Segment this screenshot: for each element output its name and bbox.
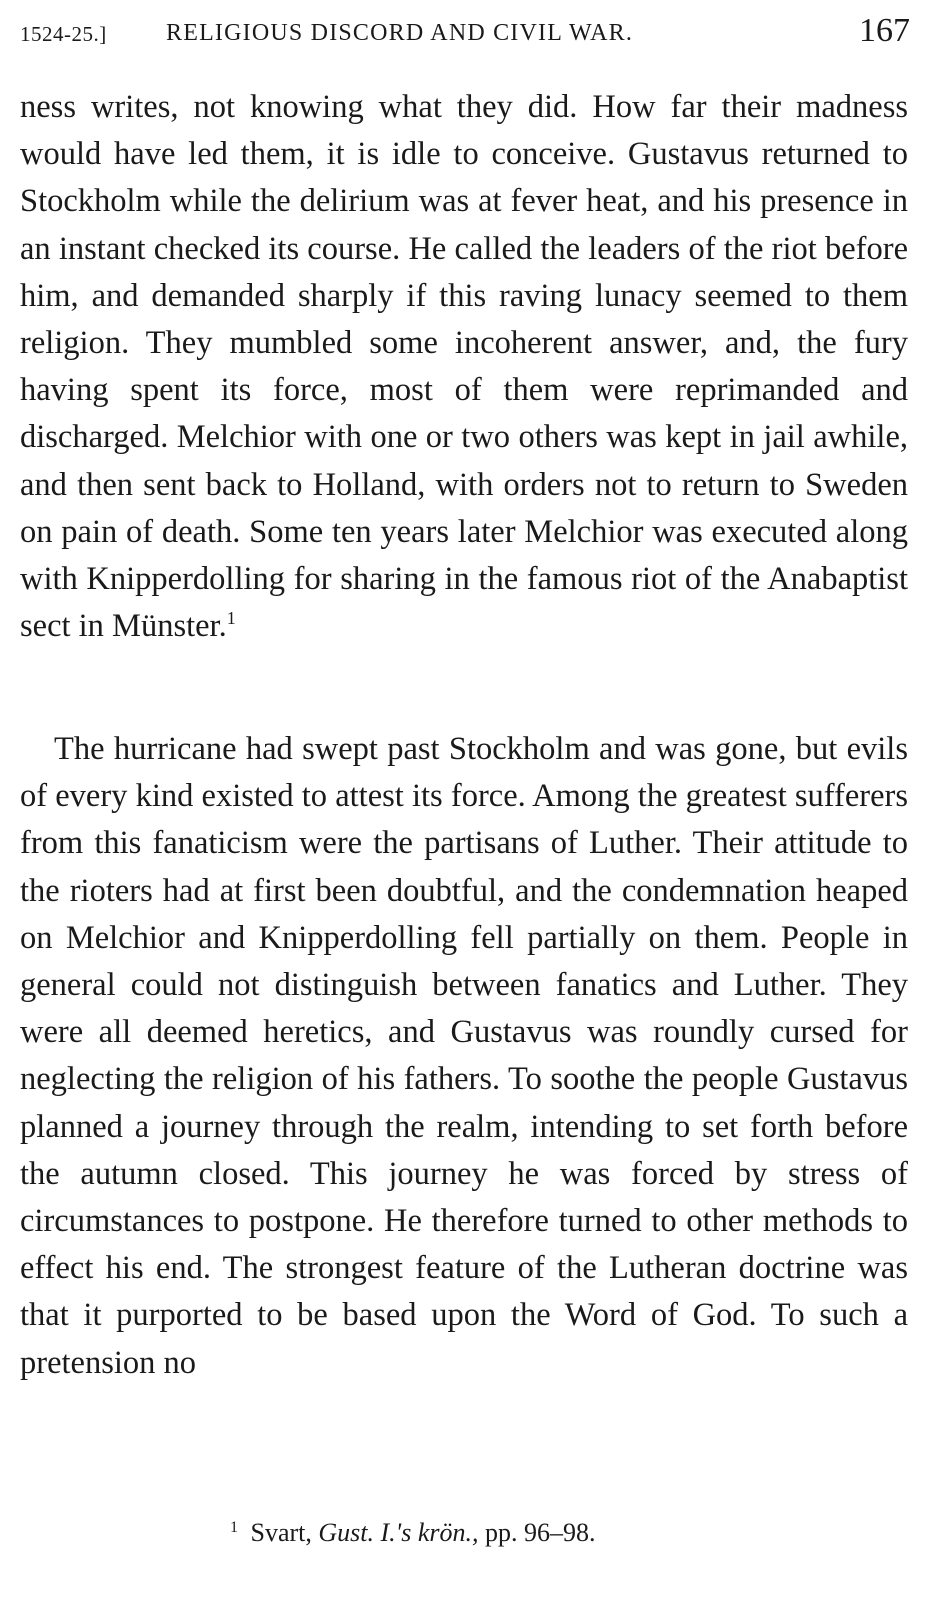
- header-title: RELIGIOUS DISCORD AND CIVIL WAR.: [166, 20, 634, 46]
- footnote-author: Svart,: [250, 1518, 312, 1547]
- page-number: 167: [859, 12, 910, 49]
- paragraph-2: The hurricane had swept past Stockholm and was gone, but evils of every kind existed to attest its force. Among the greatest sufferers from this fanaticism were the partisans of Luther. Their attitude to the rioters had at first been doubtful, and the condemnation heaped on Melchior and Knipperdolling fell partially on them. People in general could not distinguish between fanatics and Luther. They were all deemed heretics, and Gustavus was roundly cursed for neglecting the religion of his fathers. To soothe the people Gustavus planned a journey through the realm, intending to set forth before the autumn closed. This journey he was forced by stress of circumstances to postpone. He therefore turned to other methods to effect his end. The strongest feature of the Lutheran doctrine was that it purported to be based upon the Word of God. To such a pretension no: [20, 731, 908, 1381]
- footnote: [230, 1518, 596, 1548]
- paragraph-1-text: ness writes, not knowing what they did. How far their madness would have led them, it is idle to conceive. Gustavus returned to Stockholm while the delirium was at fever heat, and his presence in an instant checked its course. He called the leaders of the riot before him, and demanded sharply if this raving lunacy seemed to them religion. They mumbled some incoherent answer, and, the fury having spent its force, most of them were reprimanded and discharged. Melchior with one or two others was kept in jail awhile, and then sent back to Holland, with orders not to return to Sweden on pain of death. Some ten years later Melchior was executed along with Knipperdolling for sharing in the famous riot of the Anabaptist sect in Münster.: [20, 89, 908, 645]
- footnote-reference: 1: [226, 608, 236, 629]
- footnote-marker: 1: [230, 1519, 238, 1536]
- footnote-work: Gust. I.'s krön.,: [318, 1518, 479, 1547]
- paragraph-1: [20, 84, 908, 650]
- header-dates: 1524-25.]: [20, 22, 107, 46]
- running-header: [20, 12, 910, 56]
- footnote-pages: pp. 96–98.: [485, 1518, 596, 1547]
